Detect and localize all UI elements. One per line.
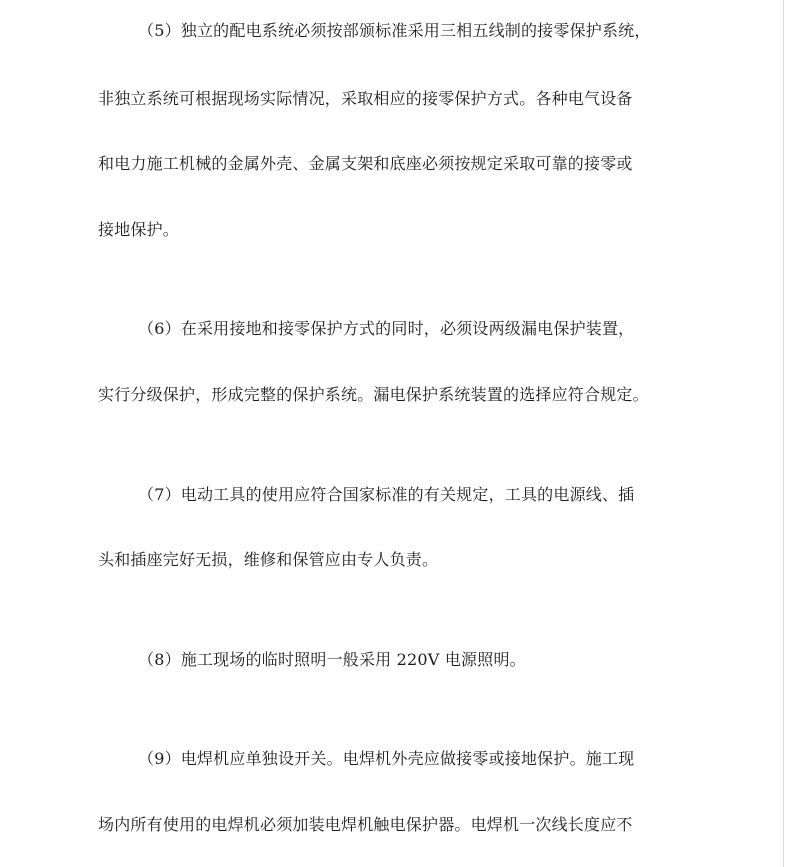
paragraph-6-line-2: 实行分级保护，形成完整的保护系统。漏电保护系统装置的选择应符合规定。 [98,385,649,404]
page-edge-divider [783,0,784,867]
paragraph-5-line-4: 接地保护。 [98,220,180,239]
paragraph-7-line-2: 头和插座完好无损，维修和保管应由专人负责。 [98,550,439,569]
paragraph-7-line-1: （7）电动工具的使用应符合国家标准的有关规定，工具的电源线、插 [138,485,635,504]
paragraph-9-line-1: （9）电焊机应单独设开关。电焊机外壳应做接零或接地保护。施工现 [138,749,635,768]
paragraph-5-line-1: （5）独立的配电系统必须按部颁标准采用三相五线制的接零保护系统， [138,21,651,40]
paragraph-9-line-2: 场内所有使用的电焊机必须加装电焊机触电保护器。电焊机一次线长度应不 [98,815,633,834]
paragraph-5-line-3: 和电力施工机械的金属外壳、金属支架和底座必须按规定采取可靠的接零或 [98,154,633,173]
paragraph-6-line-1: （6）在采用接地和接零保护方式的同时，必须设两级漏电保护装置， [138,319,635,338]
paragraph-5-line-2: 非独立系统可根据现场实际情况，采取相应的接零保护方式。各种电气设备 [98,89,633,108]
paragraph-8-line-1: （8）施工现场的临时照明一般采用 220V 电源照明。 [138,650,526,669]
